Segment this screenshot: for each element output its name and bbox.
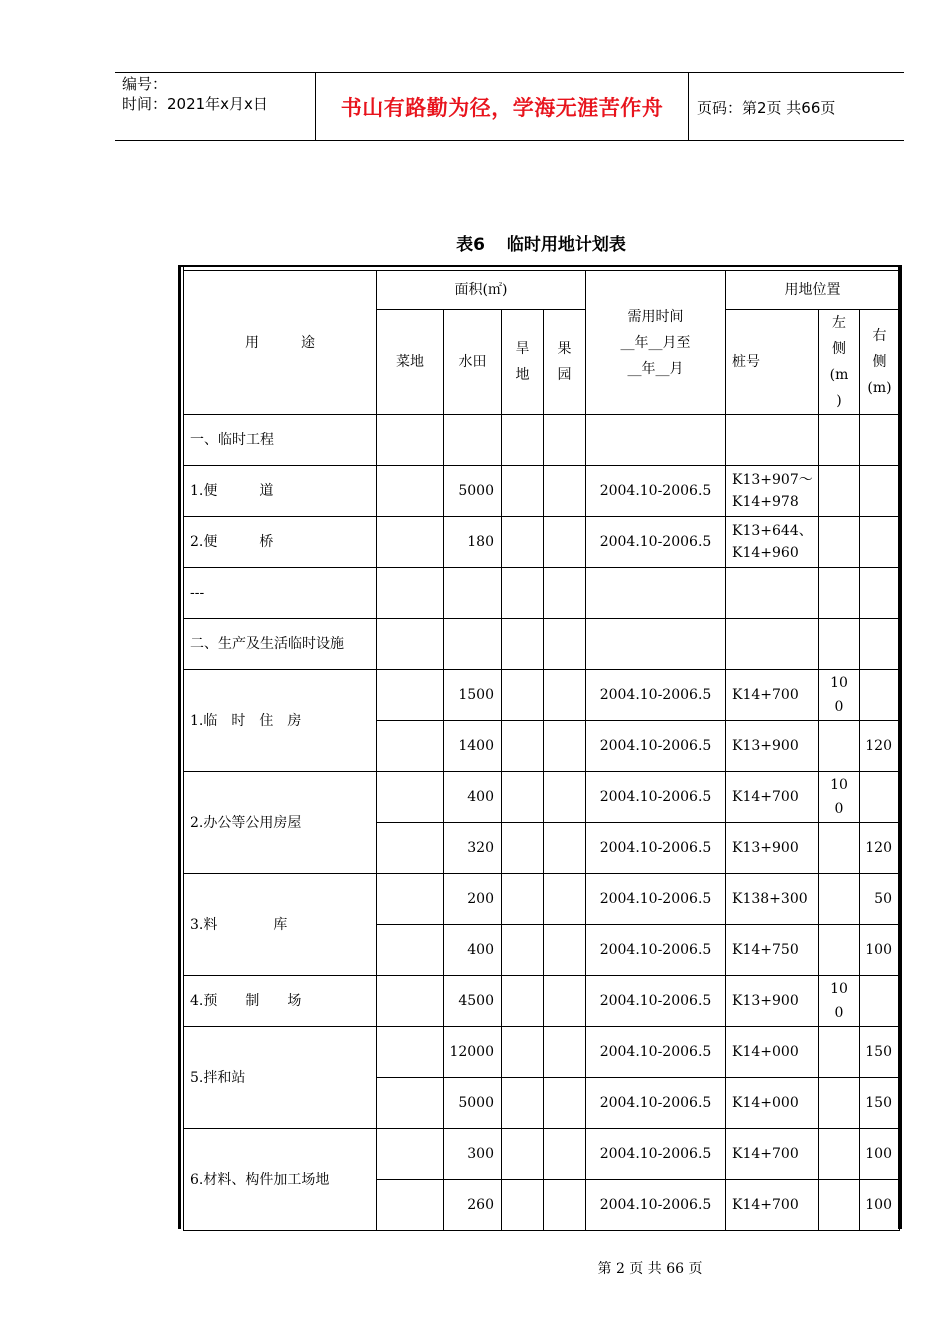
paddy-field-cell: 1500 [444, 670, 502, 721]
left-side-cell [819, 1027, 860, 1078]
vegetable-land-cell [377, 976, 444, 1027]
header-dry-land: 旱 地 [502, 310, 544, 415]
right-side-cell: 100 [860, 1180, 900, 1231]
right-side-cell [860, 772, 900, 823]
time-cell: 2004.10-2006.5 [586, 1180, 726, 1231]
station-cell [726, 415, 819, 466]
header-paddy-field: 水田 [444, 310, 502, 415]
table-row [184, 517, 900, 568]
header-time: 需用时间 __年__月至 __年__月 [586, 271, 726, 415]
table-row [184, 772, 900, 823]
vegetable-land-cell [377, 466, 444, 517]
header-page-info: 页码：第2页 共66页 [697, 99, 836, 117]
left-side-cell [819, 874, 860, 925]
orchard-cell [544, 1027, 586, 1078]
dry-land-cell [502, 1027, 544, 1078]
vegetable-land-cell [377, 568, 444, 619]
station-cell: K14+000 [726, 1078, 819, 1129]
purpose-cell: 1.便 道 [184, 466, 377, 517]
right-side-cell [860, 619, 900, 670]
orchard-cell [544, 874, 586, 925]
left-side-cell [819, 1180, 860, 1231]
dry-land-cell [502, 874, 544, 925]
orchard-cell [544, 1078, 586, 1129]
dry-land-cell [502, 517, 544, 568]
table-frame-top [178, 265, 902, 267]
orchard-cell [544, 1129, 586, 1180]
paddy-field-cell: 200 [444, 874, 502, 925]
time-cell: 2004.10-2006.5 [586, 517, 726, 568]
paddy-field-cell: 180 [444, 517, 502, 568]
dry-land-cell [502, 1078, 544, 1129]
time-cell: 2004.10-2006.5 [586, 670, 726, 721]
right-side-cell [860, 568, 900, 619]
station-cell: K13+900 [726, 976, 819, 1027]
purpose-cell: 6.材料、构件加工场地 [184, 1129, 377, 1231]
dry-land-cell [502, 1129, 544, 1180]
left-side-cell [819, 568, 860, 619]
table-number: 表6 [456, 235, 485, 255]
left-side-cell [819, 1129, 860, 1180]
table-title-text: 临时用地计划表 [506, 235, 626, 255]
right-side-cell [860, 466, 900, 517]
time-cell: 2004.10-2006.5 [586, 1078, 726, 1129]
paddy-field-cell: 12000 [444, 1027, 502, 1078]
vegetable-land-cell [377, 772, 444, 823]
left-side-cell [819, 721, 860, 772]
station-cell: K14+700 [726, 670, 819, 721]
orchard-cell [544, 823, 586, 874]
station-cell [726, 568, 819, 619]
right-side-cell [860, 517, 900, 568]
paddy-field-cell: 400 [444, 925, 502, 976]
left-side-cell: 10 0 [819, 772, 860, 823]
header-motto: 书山有路勤为径，学海无涯苦作舟 [340, 96, 664, 120]
vegetable-land-cell [377, 517, 444, 568]
paddy-field-cell: 1400 [444, 721, 502, 772]
table-row [184, 619, 900, 670]
vegetable-land-cell [377, 415, 444, 466]
right-side-cell: 100 [860, 1129, 900, 1180]
dry-land-cell [502, 976, 544, 1027]
left-side-cell: 10 0 [819, 976, 860, 1027]
dry-land-cell [502, 568, 544, 619]
right-side-cell: 150 [860, 1078, 900, 1129]
left-side-cell [819, 1078, 860, 1129]
left-side-cell [819, 466, 860, 517]
station-cell: K14+000 [726, 1027, 819, 1078]
document-number-label: 编号： [122, 75, 168, 93]
table-title [0, 230, 950, 255]
station-cell: K13+900 [726, 823, 819, 874]
vegetable-land-cell [377, 925, 444, 976]
orchard-cell [544, 976, 586, 1027]
time-cell: 2004.10-2006.5 [586, 823, 726, 874]
dry-land-cell [502, 823, 544, 874]
right-side-cell [860, 415, 900, 466]
purpose-cell: 4.预 制 场 [184, 976, 377, 1027]
right-side-cell: 100 [860, 925, 900, 976]
orchard-cell [544, 772, 586, 823]
right-side-cell: 120 [860, 721, 900, 772]
orchard-cell [544, 619, 586, 670]
header-left-side: 左 侧 (m ) [819, 310, 860, 415]
station-cell: K13+900 [726, 721, 819, 772]
vegetable-land-cell [377, 874, 444, 925]
orchard-cell [544, 925, 586, 976]
table-row [184, 1129, 900, 1180]
dry-land-cell [502, 670, 544, 721]
station-cell: K14+700 [726, 772, 819, 823]
table-row [184, 415, 900, 466]
table-row [184, 976, 900, 1027]
paddy-field-cell: 5000 [444, 466, 502, 517]
orchard-cell [544, 721, 586, 772]
purpose-cell: 5.拌和站 [184, 1027, 377, 1129]
header-area: 面积(㎡) [377, 271, 586, 310]
vegetable-land-cell [377, 1078, 444, 1129]
station-cell [726, 619, 819, 670]
time-cell [586, 619, 726, 670]
orchard-cell [544, 670, 586, 721]
right-side-cell [860, 670, 900, 721]
table-row [184, 874, 900, 925]
vegetable-land-cell [377, 1180, 444, 1231]
time-cell: 2004.10-2006.5 [586, 1027, 726, 1078]
purpose-cell: 2.便 桥 [184, 517, 377, 568]
orchard-cell [544, 568, 586, 619]
station-cell: K14+700 [726, 1180, 819, 1231]
header-orchard: 果 园 [544, 310, 586, 415]
purpose-cell: 一、临时工程 [184, 415, 377, 466]
vegetable-land-cell [377, 1027, 444, 1078]
table-row [184, 1027, 900, 1078]
station-cell: K14+700 [726, 1129, 819, 1180]
paddy-field-cell: 300 [444, 1129, 502, 1180]
header-meta [122, 74, 268, 114]
station-cell: K13+907～ K14+978 [726, 466, 819, 517]
header-vegetable-land: 菜地 [377, 310, 444, 415]
header-location: 用地位置 [726, 271, 900, 310]
vegetable-land-cell [377, 619, 444, 670]
header-bottom-rule [115, 140, 904, 141]
table-row [184, 466, 900, 517]
time-cell: 2004.10-2006.5 [586, 466, 726, 517]
orchard-cell [544, 415, 586, 466]
time-cell [586, 568, 726, 619]
header-top-rule [115, 72, 904, 73]
station-cell: K138+300 [726, 874, 819, 925]
time-cell: 2004.10-2006.5 [586, 1129, 726, 1180]
right-side-cell: 150 [860, 1027, 900, 1078]
right-side-cell: 50 [860, 874, 900, 925]
dry-land-cell [502, 772, 544, 823]
land-use-plan-table [183, 270, 900, 1231]
orchard-cell [544, 1180, 586, 1231]
header-purpose: 用 途 [184, 271, 377, 415]
dry-land-cell [502, 466, 544, 517]
dry-land-cell [502, 415, 544, 466]
header-right-side: 右 侧 (m) [860, 310, 900, 415]
paddy-field-cell: 260 [444, 1180, 502, 1231]
left-side-cell [819, 619, 860, 670]
paddy-field-cell [444, 415, 502, 466]
right-side-cell: 120 [860, 823, 900, 874]
left-side-cell: 10 0 [819, 670, 860, 721]
purpose-cell: 二、生产及生活临时设施 [184, 619, 377, 670]
left-side-cell [819, 517, 860, 568]
paddy-field-cell: 320 [444, 823, 502, 874]
left-side-cell [819, 925, 860, 976]
vegetable-land-cell [377, 670, 444, 721]
left-side-cell [819, 415, 860, 466]
dry-land-cell [502, 619, 544, 670]
time-cell: 2004.10-2006.5 [586, 721, 726, 772]
time-cell: 2004.10-2006.5 [586, 772, 726, 823]
vegetable-land-cell [377, 823, 444, 874]
table-frame-left [178, 265, 181, 1229]
time-cell: 2004.10-2006.5 [586, 925, 726, 976]
vegetable-land-cell [377, 1129, 444, 1180]
paddy-field-cell: 4500 [444, 976, 502, 1027]
time-cell [586, 415, 726, 466]
vegetable-land-cell [377, 721, 444, 772]
header-divider [688, 72, 689, 140]
dry-land-cell [502, 925, 544, 976]
orchard-cell [544, 466, 586, 517]
purpose-cell: 1.临 时 住 房 [184, 670, 377, 772]
purpose-cell: 3.料 库 [184, 874, 377, 976]
right-side-cell [860, 976, 900, 1027]
paddy-field-cell [444, 568, 502, 619]
header-station: 桩号 [726, 310, 819, 415]
purpose-cell: 2.办公等公用房屋 [184, 772, 377, 874]
purpose-cell: --- [184, 568, 377, 619]
station-cell: K14+750 [726, 925, 819, 976]
table-row [184, 568, 900, 619]
page-footer: 第 2 页 共 66 页 [597, 1261, 703, 1277]
left-side-cell [819, 823, 860, 874]
paddy-field-cell [444, 619, 502, 670]
table-row [184, 670, 900, 721]
dry-land-cell [502, 1180, 544, 1231]
dry-land-cell [502, 721, 544, 772]
paddy-field-cell: 400 [444, 772, 502, 823]
orchard-cell [544, 517, 586, 568]
time-cell: 2004.10-2006.5 [586, 874, 726, 925]
station-cell: K13+644、 K14+960 [726, 517, 819, 568]
time-cell: 2004.10-2006.5 [586, 976, 726, 1027]
document-date: 时间：2021年x月x日 [122, 95, 268, 113]
paddy-field-cell: 5000 [444, 1078, 502, 1129]
